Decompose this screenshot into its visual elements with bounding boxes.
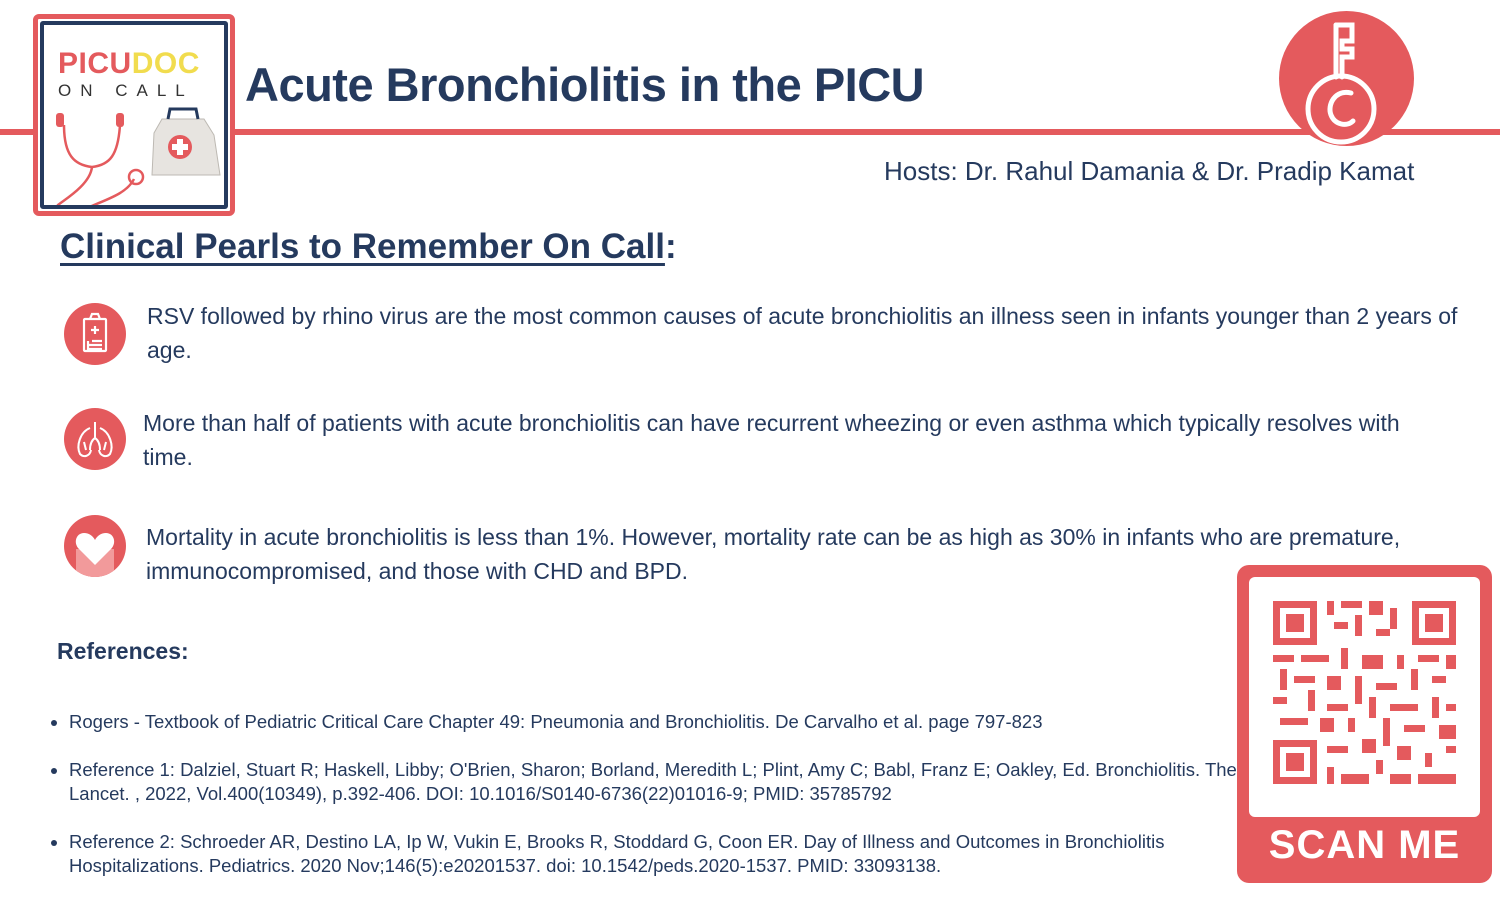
references-list [44,710,1239,902]
pearl-text-3: Mortality in acute bronchiolitis is less than 1%. However, mortality rate can be as high as 30% in infants who are premature, immunocompromised, and those with CHD and BPD. [146,524,1401,584]
heart-icon [64,515,126,577]
reference-item: • Rogers - Textbook of Pediatric Critical Care Chapter 49: Pneumonia and Bronchiolitis. De Carvalho et al. page 797-823 [69,710,1239,734]
podcast-logo [33,14,235,216]
section-heading-pearls: Clinical Pearls to Remember On Call: [60,227,677,266]
stethoscope-bag-icon [44,105,228,209]
logo-subtitle: ON CALL [58,81,194,100]
reference-item: • Reference 2: Schroeder AR, Destino LA, Ip W, Vukin E, Brooks R, Stoddard G, Coon ER. Day of Illness and Outcomes in Bronchiolitis Hospitalizations. Pediatrics. 2020 Nov;146(5):e20201537. doi: 10.1542/peds.2020-1537. PMID: 33093138. [69,830,1239,878]
lungs-icon [64,408,126,470]
logo-wordmark: PICUDOC [58,47,200,80]
key-badge [1279,11,1414,146]
reference-item: • Reference 1: Dalziel, Stuart R; Haskell, Libby; O'Brien, Sharon; Borland, Meredith L; Plint, Amy C; Babl, Franz E; Oakley, Ed. Bronchiolitis. The Lancet. , 2022, Vol.400(10349), p.392-406. DOI: 10.1016/S0140-6736(22)01016-9; PMID: 35785792 [69,758,1239,806]
scan-me-label: SCAN ME [1268,823,1461,867]
clipboard-icon [64,303,126,365]
pearl-text-2: More than half of patients with acute bronchiolitis can have recurrent wheezing or even asthma which typically resolves with time. [143,410,1400,470]
qr-code-icon [1249,577,1480,817]
hosts-text: Hosts: Dr. Rahul Damania & Dr. Pradip Kamat [884,156,1415,186]
key-icon [1279,11,1414,146]
references-heading: References: [57,638,189,664]
pearl-text-1: RSV followed by rhino virus are the most common causes of acute bronchiolitis an illness seen in infants younger than 2 years of age. [147,303,1458,363]
page-title: Acute Bronchiolitis in the PICU [245,58,925,111]
qr-code-card[interactable] [1237,565,1492,883]
